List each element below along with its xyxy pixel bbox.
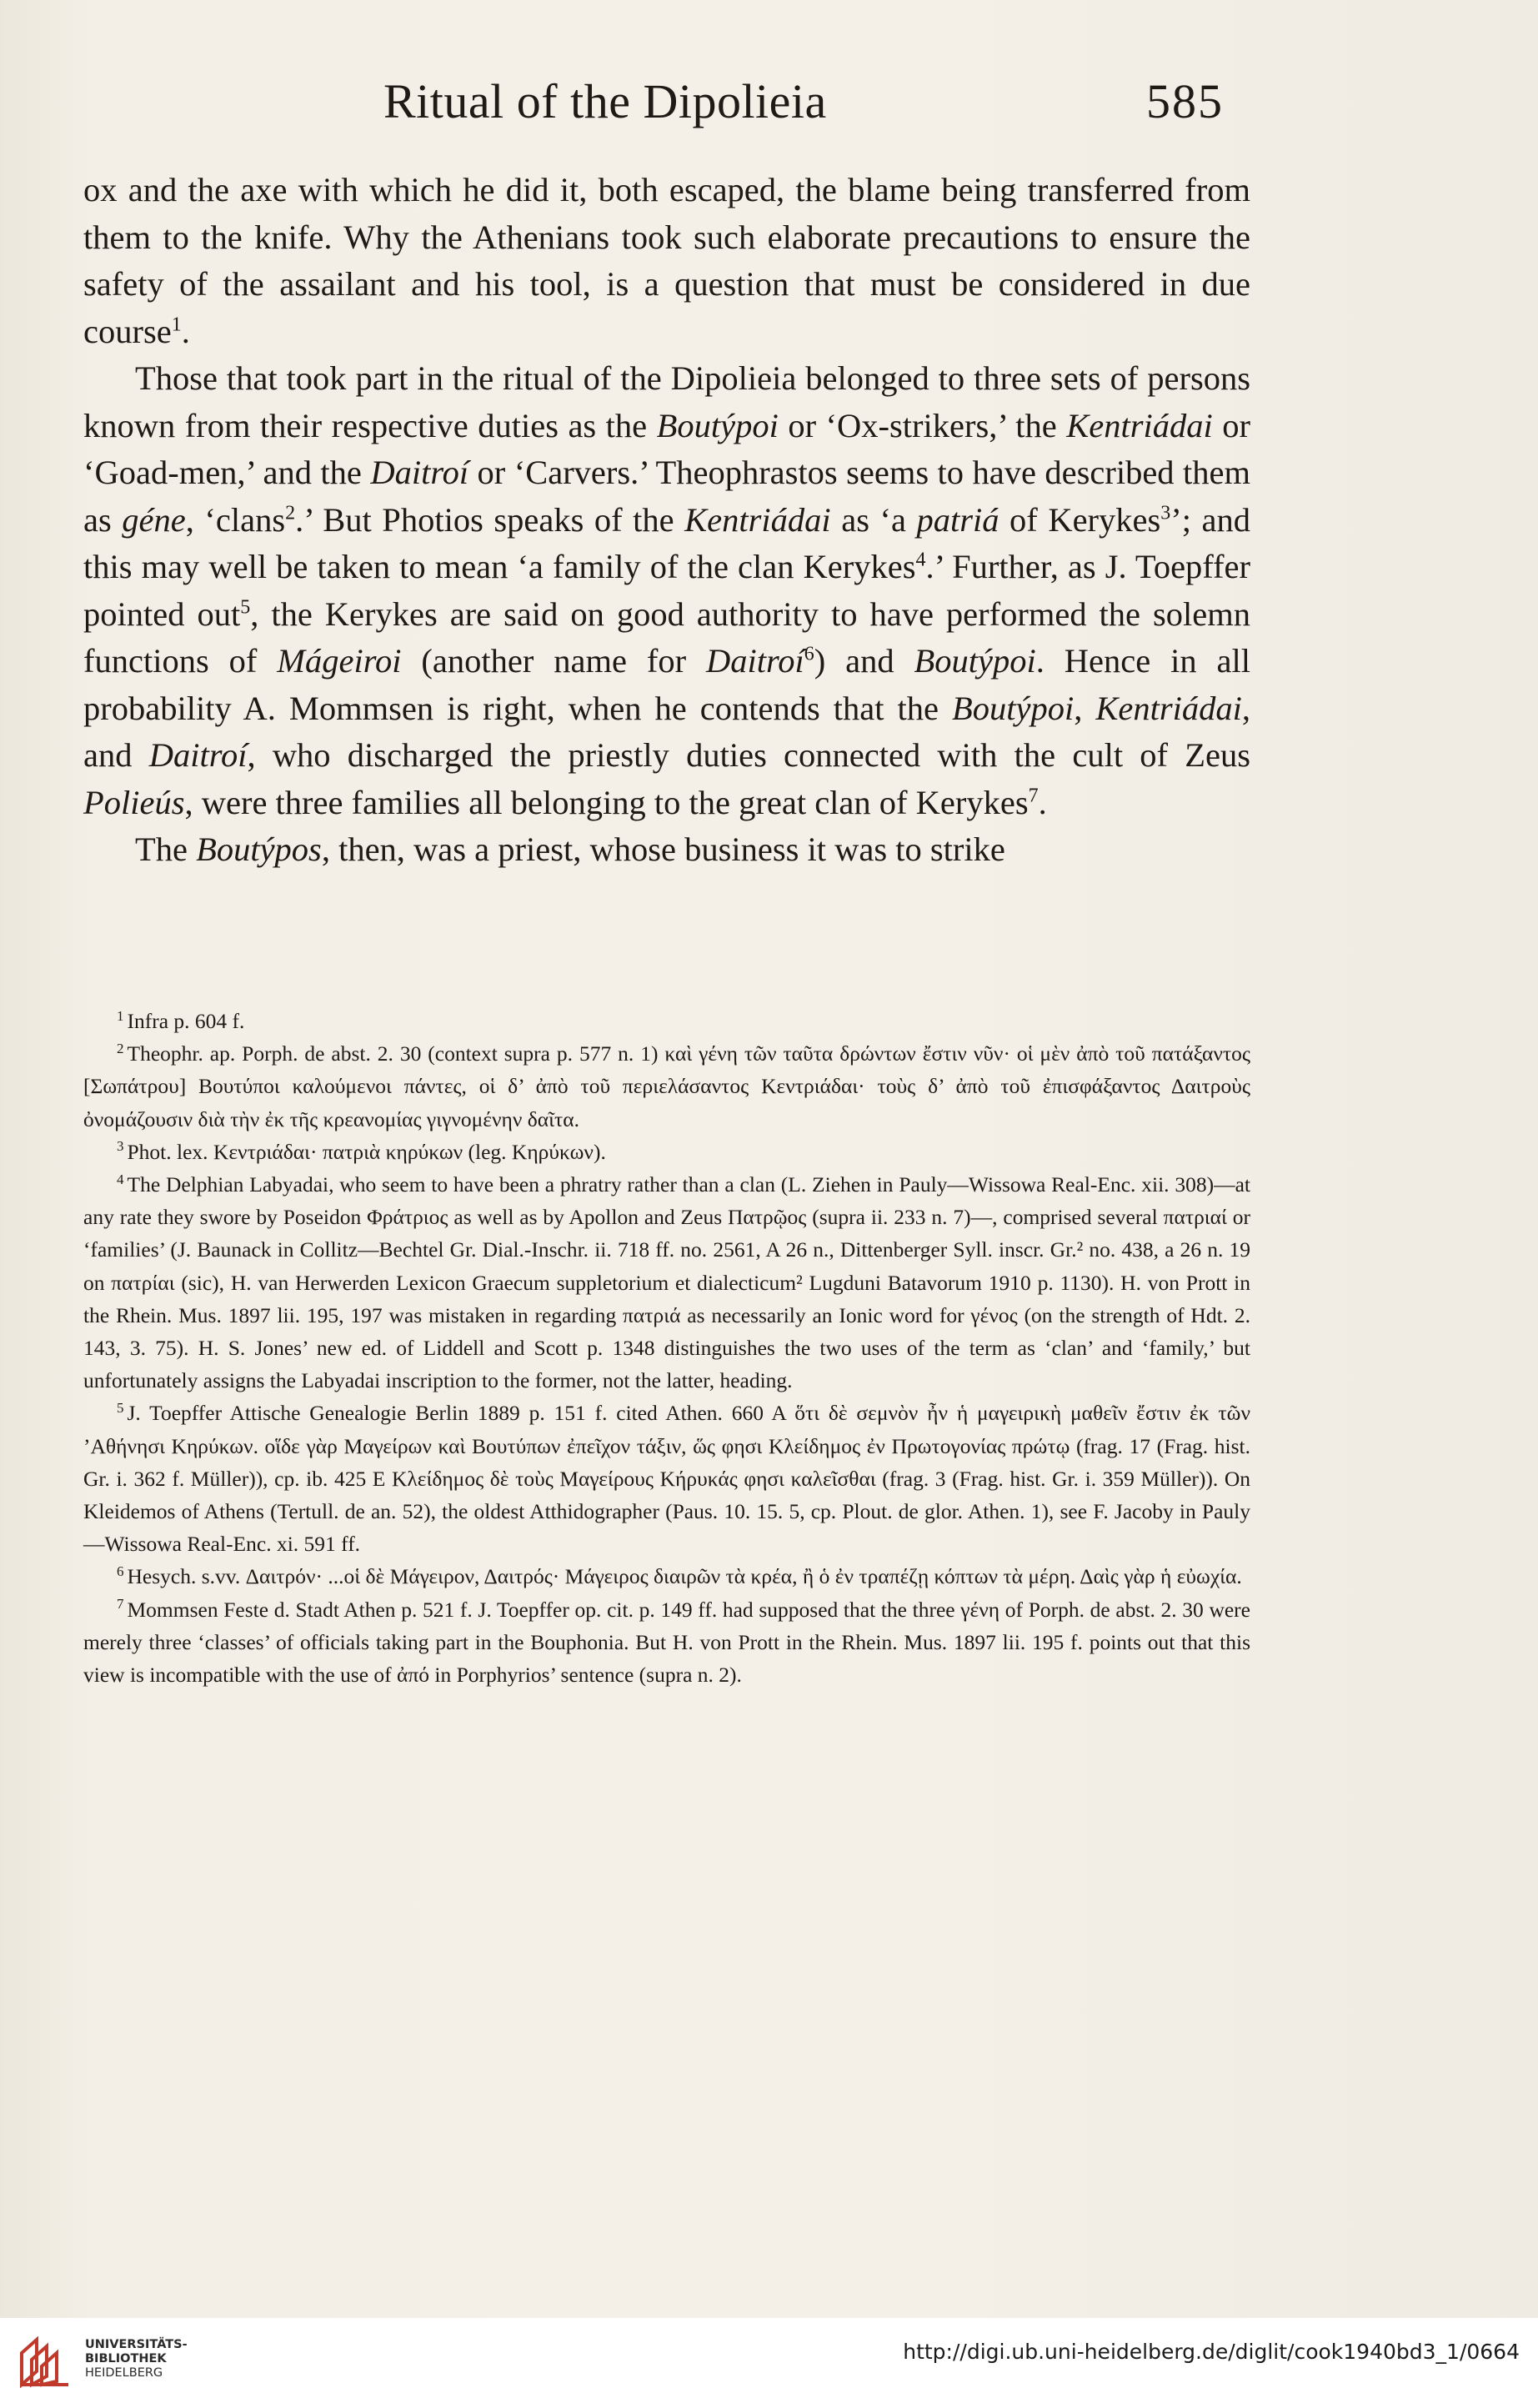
source-url-link[interactable]: http://digi.ub.uni-heidelberg.de/diglit/cook1940bd3_1/0664 — [903, 2340, 1520, 2364]
footnote: $^5$ J. Toepffer Attische Genealogie Berlin 1889 p. 151 f. cited Athen. 660 A ὅτι δὲ σεμνὸν ἦν ἡ μαγειρικὴ μαθεῖν ἔστιν ἐκ τῶν ’Αθήνησι Κηρύκων. οἵδε γὰρ Μαγείρων καὶ Βουτύπων ἐπεῖχον τάξιν, ὥς φησι Κλείδημος ἐν Πρωτογονίας πρώτῳ (frag. 17 (Frag. hist. Gr. i. 362 f. Müller)), cp. ib. 425 E Κλείδημος δὲ τοὺς Μαγείρους Κήρυκάς φησι καλεῖσθαι (frag. 3 (Frag. hist. Gr. i. 359 Müller)). On Kleidemos of Athens (Tertull. de an. 52), the oldest Atthidographer (Paus. 10. 15. 5, cp. Plout. de glor. Athen. 1), see F. Jacoby in Pauly—Wissowa Real-Enc. xi. 591 ff. — [83, 1399, 1250, 1557]
footnote: $^3$ Phot. lex. Κεντριάδαι· πατριὰ κηρύκων (leg. Κηρύκων). — [117, 1138, 606, 1164]
main-text — [83, 167, 1250, 874]
footnote: $^1$ Infra p. 604 f. — [117, 1007, 245, 1033]
footnotes — [83, 1005, 1250, 1691]
paragraph-3: The Boutýpos, then, was a priest, whose business it was to strike — [135, 830, 1005, 868]
library-name: UNIVERSITÄTS- BIBLIOTHEK HEIDELBERG — [85, 2338, 188, 2380]
footnote-ref-1[interactable]: 1 — [171, 314, 182, 335]
footnote-ref-7[interactable]: 7 — [1028, 785, 1039, 806]
page-number: 585 — [1146, 74, 1224, 128]
library-logo-icon[interactable] — [18, 2336, 73, 2388]
footnote-ref-2[interactable]: 2 — [285, 502, 296, 524]
footnote-ref-6[interactable]: 6 — [804, 643, 814, 665]
footnote: $^2$ Theophr. ap. Porph. de abst. 2. 30 (context supra p. 577 n. 1) καὶ γένη τῶν ταῦτα δρώντων ἔστιν νῦν· οἱ μὲν ἀπὸ τοῦ πατάξαντος [Σωπάτρου] Βουτύποι καλούμενοι πάντες, οἱ δ’ ἀπὸ τοῦ περιελάσαντος Κεντριάδαι· τοὺς δ’ ἀπὸ τοῦ ἐπισφάξαντος Δαιτροὺς ὀνομάζουσιν διὰ τὴν ἐκ τῆς κρεανομίας γιγνομένην δαῖτα. — [83, 1040, 1250, 1131]
footnote-ref-4[interactable]: 4 — [915, 549, 926, 571]
footnote: $^7$ Mommsen Feste d. Stadt Athen p. 521 f. J. Toepffer op. cit. p. 149 ff. had supposed that the three γένη of Porph. de abst. 2. 30 were merely three ‘classes’ of officials taking part in the Bouphonia. But H. von Prott in the Rhein. Mus. 1897 lii. 195 f. points out that this view is incompatible with the use of ἀπό in Porphyrios’ sentence (supra n. 2). — [83, 1596, 1250, 1688]
footnote-ref-5[interactable]: 5 — [240, 596, 251, 618]
page-header — [83, 73, 1250, 140]
footnote: $^6$ Hesych. s.vv. Δαιτρόν· ...οἱ δὲ Μάγειρον, Δαιτρός· Μάγειρος διαιρῶν τὰ κρέα, ἢ ὁ ἐν τραπέζῃ κόπτων τὰ μέρη. Δαὶς γὰρ ἡ εὐωχία. — [117, 1563, 1242, 1589]
paragraph-2: Those that took part in the ritual of the Dipolieia belonged to three sets of persons known from their respective duties as the Boutýpoi or ‘Ox-strikers,’ the Kentriádai or ‘Goad-men,’ and the Daitroí or ‘Carvers.’ Theophrastos seems to have described them as géne, ‘clans$^2$.’ But Photios speaks of the Kentriádai as ‘a patriá of Kerykes$^3$’; and this may well be taken to mean ‘a family of the clan Kerykes$^4$.’ Further, as J. Toepffer pointed out$^5$, the Kerykes are said on good authority to have performed the solemn functions of Mágeiroi (another name for Daitroí$^6$) and Boutýpoi. Hence in all probability A. Mommsen is right, when he contends that the Boutýpoi, Kentriádai, and Daitroí, who discharged the priestly duties connected with the cult of Zeus Polieús, were three families all belonging to the great clan of Kerykes$^7$. — [83, 359, 1251, 821]
footnote: $^4$ The Delphian Labyadai, who seem to have been a phratry rather than a clan (L. Ziehen in Pauly—Wissowa Real-Enc. xii. 308)—at any rate they swore by Poseidon Φράτριος as well as by Apollon and Zeus Πατρῷος (supra ii. 233 n. 7)—, comprised several πατριαί or ‘families’ (J. Baunack in Collitz—Bechtel Gr. Dial.-Inschr. ii. 718 ff. no. 2561, A 26 n., Dittenberger Syll. inscr. Gr.² no. 438, a 26 n. 19 on πατρίαι (sic), H. van Herwerden Lexicon Graecum suppletorium et dialecticum² Lugduni Batavorum 1910 p. 1130). H. von Prott in the Rhein. Mus. 1897 lii. 195, 197 was mistaken in regarding πατριά as necessarily an Ionic word for γένος (on the strength of Hdt. 2. 143, 3. 75). H. S. Jones’ new ed. of Liddell and Scott p. 1348 distinguishes the two uses of the term as ‘clan’ and ‘family,’ but unfortunately assigns the Labyadai inscription to the former, not the latter, heading. — [83, 1171, 1250, 1393]
footnote-ref-3[interactable]: 3 — [1160, 502, 1171, 524]
running-title: Ritual of the Dipolieia — [383, 74, 827, 128]
paragraph-1: ox and the axe with which he did it, both escaped, the blame being transferred from them to the knife. Why the Athenians took such elaborate precautions to ensure the safety of the assailant and his tool, is a question that must be considered in due course$^1$. — [83, 171, 1250, 350]
